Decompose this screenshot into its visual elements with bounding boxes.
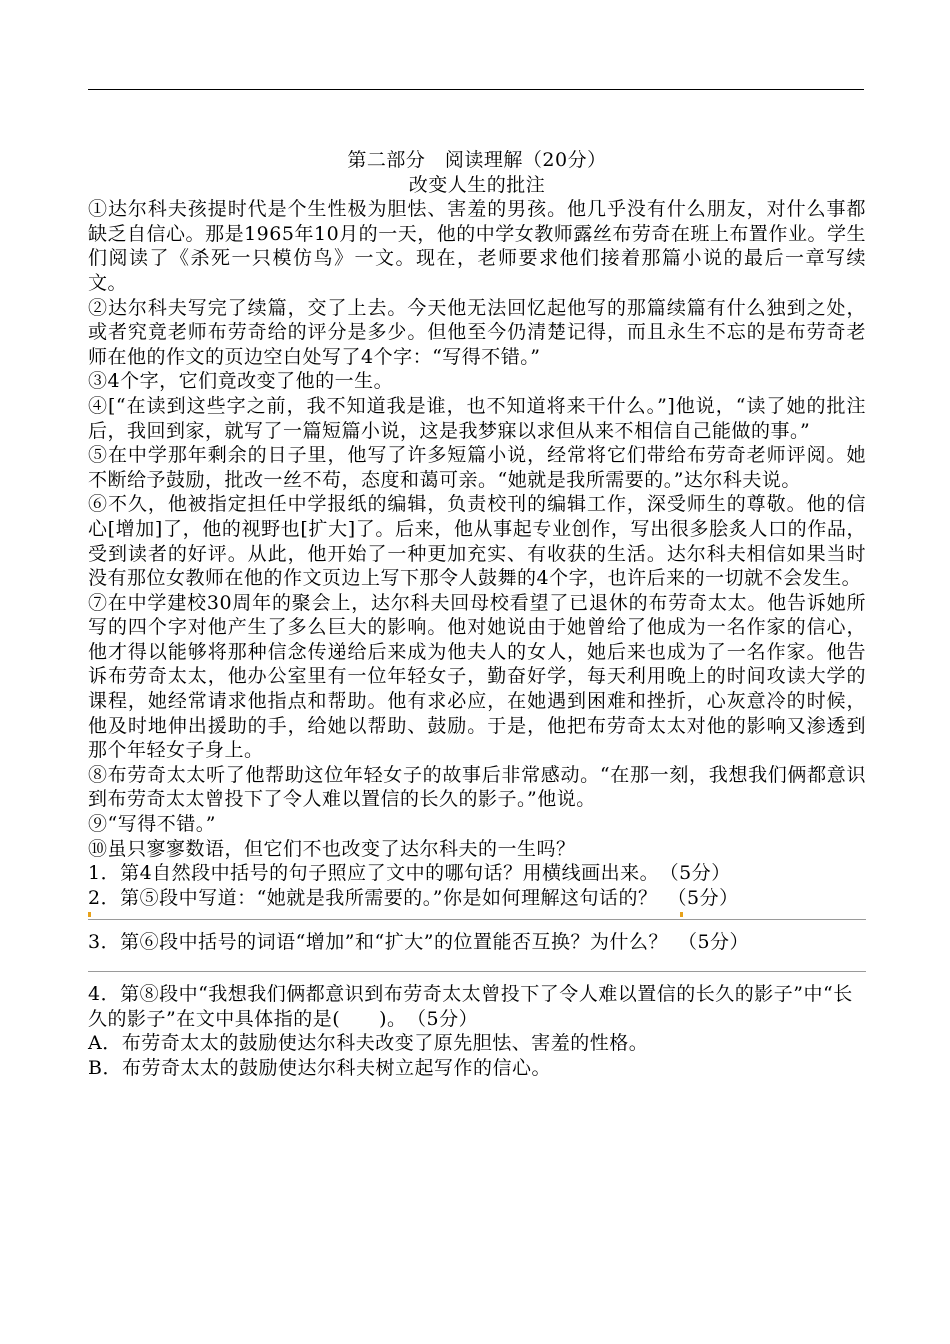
paragraph-9: ⑨“写得不错。” bbox=[88, 813, 216, 836]
paragraph-7: ⑦在中学建校30周年的聚会上，达尔科夫回母校看望了已退休的布劳奇太太。他告诉她所写的四个字对他产生了多么巨大的影响。他对她说由于她曾给了他成为一名作家的信心，他才得以能够将那种信念传递给后来成为他夫人的女人，她后来也成为了一名作家。他告诉布劳奇太太，他办公室里有一位年轻女子，勤奋好学，每天利用晚上的时间攻读大学的课程，她经常请求他指点和帮助。他有求必应，在她遇到困难和挫折，心灰意冷的时候，他及时地伸出援助的手，给她以帮助、鼓励。于是，他把布劳奇太太对他的影响又渗透到那个年轻女子身上。 bbox=[88, 591, 866, 762]
question-1: 1．第4自然段中括号的句子照应了文中的哪句话？用横线画出来。 （5分） bbox=[88, 862, 731, 885]
paragraph-10: ⑩虽只寥寥数语，但它们不也改变了达尔科夫的一生吗？ bbox=[88, 837, 576, 860]
paragraph-5: ⑤在中学那年剩余的日子里，他写了许多短篇小说，经常将它们带给布劳奇老师评阅。她不断给予鼓励，批改一丝不苟，态度和蔼可亲。“她就是我所需要的。”达尔科夫说。 bbox=[88, 444, 866, 491]
question-3: 3．第⑥段中括号的词语“增加”和“扩大”的位置能否互换？为什么？ （5分） bbox=[88, 931, 750, 954]
paragraph-2: ②达尔科夫写完了续篇，交了上去。今天他无法回忆起他写的那篇续篇有什么独到之处，或者究竟老师布劳奇给的评分是多少。但他至今仍清楚记得，而且永生不忘的是布劳奇老师在他的作文的页边空白处写了4个字：“写得不错。” bbox=[88, 296, 866, 368]
option-a[interactable]: A．布劳奇太太的鼓励使达尔科夫改变了原先胆怯、害羞的性格。 bbox=[88, 1032, 649, 1055]
marker-dot bbox=[88, 912, 91, 917]
paragraph-1: ①达尔科夫孩提时代是个生性极为胆怯、害羞的男孩。他几乎没有什么朋友，对什么事都缺乏自信心。那是1965年10月的一天，他的中学女教师露丝布劳奇在班上布置作业。学生们阅读了《杀死一只模仿鸟》一文。现在，老师要求他们接着那篇小说的最后一章写续文。 bbox=[88, 198, 866, 294]
reading-section bbox=[88, 148, 866, 1080]
answer-line-2[interactable] bbox=[88, 919, 866, 920]
paragraph-4: ④[“在读到这些字之前，我不知道我是谁，也不知道将来干什么。”]他说，“读了她的批注后，我回到家，就写了一篇短篇小说，这是我梦寐以求但从来不相信自己能做的事。” bbox=[88, 394, 866, 442]
answer-line-3[interactable] bbox=[88, 971, 866, 972]
paragraph-8: ⑧布劳奇太太听了他帮助这位年轻女子的故事后非常感动。“在那一刻，我想我们俩都意识到布劳奇太太曾投下了令人难以置信的长久的影子。”他说。 bbox=[88, 763, 866, 811]
paragraph-6: ⑥不久，他被指定担任中学报纸的编辑，负责校刊的编辑工作，深受师生的尊敬。他的信心[增加]了，他的视野也[扩大]了。后来，他从事起专业创作，写出很多脍炙人口的作品，受到读者的好评。从此，他开始了一种更加充实、有收获的生活。达尔科夫相信如果当时没有那位女教师在他的作文页边上写下那令人鼓舞的4个字，也许后来的一切就不会发生。 bbox=[88, 493, 866, 590]
header-rule bbox=[88, 89, 864, 90]
option-b[interactable]: B．布劳奇太太的鼓励使达尔科夫树立起写作的信心。 bbox=[88, 1056, 551, 1079]
paragraph-3: ③4个字，它们竟改变了他的一生。 bbox=[88, 370, 394, 393]
article-title: 改变人生的批注 bbox=[408, 173, 546, 196]
section-title: 第二部分 阅读理解（20分） bbox=[347, 149, 607, 171]
question-2: 2．第⑤段中写道：“她就是我所需要的。”你是如何理解这句话的？ （5分） bbox=[88, 886, 739, 909]
question-4: 4．第⑧段中“我想我们俩都意识到布劳奇太太曾投下了令人难以置信的长久的影子”中“长久的影子”在文中具体指的是( )。 （5分） bbox=[88, 983, 853, 1030]
marker-dot bbox=[680, 912, 683, 917]
